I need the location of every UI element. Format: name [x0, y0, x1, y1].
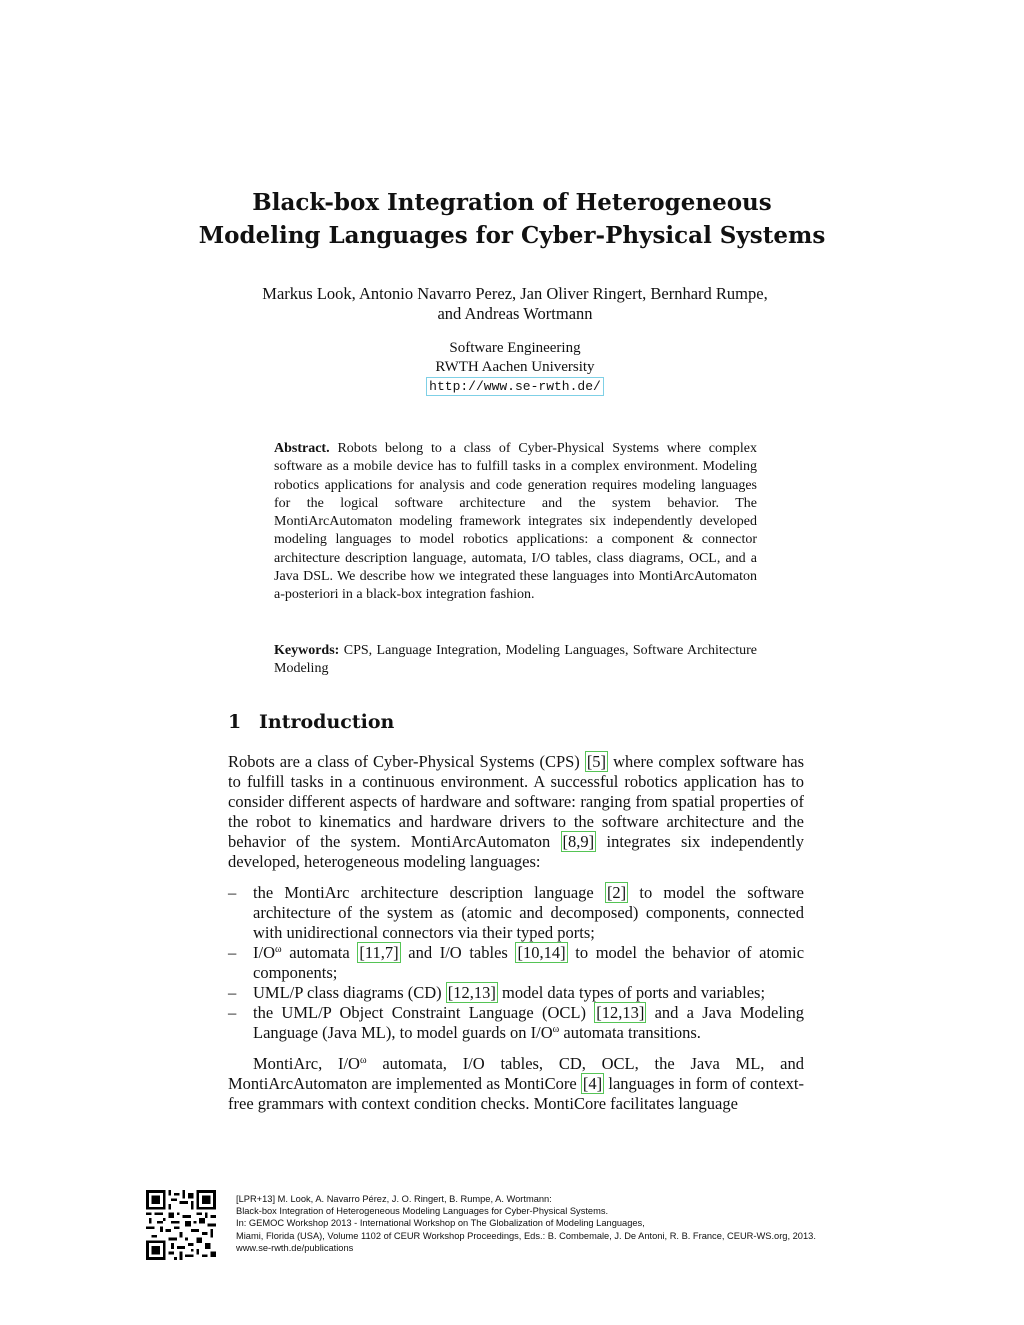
- omega-superscript: ω: [359, 1055, 367, 1066]
- list-item-text: I/O: [253, 943, 275, 962]
- abstract-label: Abstract.: [274, 441, 330, 456]
- section-heading: [228, 710, 394, 734]
- footer-line: Black-box Integration of Heterogeneous Modeling Languages for Cyber-Physical Systems.: [236, 1206, 609, 1217]
- intro-p1-text-c: integrates six independently developed, heterogeneous modeling languages:: [228, 832, 805, 871]
- citation-link[interactable]: [4]: [582, 1074, 603, 1093]
- list-dash: –: [228, 883, 237, 902]
- intro-p2-text-b: automata, I/O tables, CD, OCL, the Java ML, and MontiArcAutomaton are implemented as MontiCore: [228, 1054, 804, 1093]
- list-item-text: automata: [289, 943, 350, 962]
- authors-line-1: Markus Look, Antonio Navarro Perez, Jan Oliver Ringert, Bernhard Rumpe,: [262, 284, 768, 303]
- citation-link[interactable]: [12,13]: [447, 983, 496, 1002]
- list-item: [228, 983, 804, 1003]
- citation-link[interactable]: [10,14]: [517, 943, 566, 962]
- affiliation: [0, 339, 1024, 396]
- section-number: 1: [228, 711, 242, 733]
- author-list: [0, 284, 1024, 324]
- list-dash: –: [228, 943, 237, 962]
- list-dash: –: [228, 983, 237, 1002]
- list-item: [228, 883, 804, 943]
- list-item-text: to model the behavior of atomic components;: [253, 943, 805, 982]
- footer-line: In: GEMOC Workshop 2013 - International Workshop on The Globalization of Modeling Languages,: [236, 1218, 645, 1229]
- authors-line-2: and Andreas Wortmann: [437, 304, 593, 323]
- intro-paragraph-2: [228, 1054, 804, 1114]
- citation-link[interactable]: [11,7]: [359, 943, 399, 962]
- omega-superscript: ω: [275, 944, 282, 955]
- affiliation-dept: Software Engineering: [449, 340, 581, 356]
- citation-footer: [236, 1193, 816, 1254]
- list-dash: –: [228, 1003, 237, 1022]
- intro-p2-text-c: languages in form of context-free grammars with context condition checks. MontiCore facilitates language: [228, 1074, 804, 1113]
- list-item-text: and a Java Modeling Language (Java ML), to model guards on I/O: [253, 1003, 804, 1042]
- footer-line: Miami, Florida (USA), Volume 1102 of CEUR Workshop Proceedings, Eds.: B. Combemale, J. De Antoni, R. B. France, CEUR-WS.org, 2013.: [236, 1230, 816, 1241]
- footer-publications-link[interactable]: www.se-rwth.de/publications: [236, 1242, 354, 1253]
- citation-link[interactable]: [8,9]: [562, 832, 595, 851]
- omega-superscript: ω: [552, 1024, 560, 1035]
- affiliation-university: RWTH Aachen University: [435, 359, 595, 375]
- list-item-text: to model the software architecture of the system as (atomic and decomposed) components, connected with unidirectional connectors via their typed ports;: [253, 883, 805, 942]
- citation-link[interactable]: [5]: [586, 752, 607, 771]
- section-title: Introduction: [259, 711, 395, 733]
- keywords-text: CPS, Language Integration, Modeling Languages, Software Architecture Modeling: [274, 643, 757, 677]
- keywords: [274, 642, 757, 679]
- paper-title: [0, 186, 1024, 252]
- keywords-label: Keywords:: [274, 643, 340, 658]
- title-line-2: Modeling Languages for Cyber-Physical Systems: [198, 222, 826, 249]
- footer-line: [LPR+13] M. Look, A. Navarro Pérez, J. O. Ringert, B. Rumpe, A. Wortmann:: [236, 1194, 552, 1204]
- list-item-text: and I/O tables: [408, 943, 508, 962]
- list-item-text: the UML/P Object Constraint Language (OCL): [253, 1003, 586, 1022]
- affiliation-url-link[interactable]: http://www.se-rwth.de/: [426, 377, 604, 396]
- list-item: [228, 1003, 804, 1043]
- list-item-text: model data types of ports and variables;: [502, 983, 766, 1002]
- list-item-text: the MontiArc architecture description language: [253, 883, 594, 902]
- intro-paragraph-1: [228, 752, 804, 872]
- qr-code: [146, 1190, 216, 1260]
- intro-p1-text-b: where complex software has to fulfill tasks in a continuous environment. A successful robotics application has to consider different aspects of hardware and software: ranging from spatial properties of the robot to kinematics and hardware drivers to the software architecture and the behavior of the system. MontiArcAutomaton: [228, 752, 804, 851]
- list-item-text: UML/P class diagrams (CD): [253, 983, 442, 1002]
- intro-p1-text-a: Robots are a class of Cyber-Physical Systems (CPS): [228, 752, 580, 771]
- language-list: [228, 883, 804, 1043]
- citation-link[interactable]: [12,13]: [596, 1003, 645, 1022]
- list-item: [228, 943, 804, 983]
- title-line-1: Black-box Integration of Heterogeneous: [252, 189, 772, 216]
- abstract: [274, 440, 757, 605]
- citation-link[interactable]: [2]: [606, 883, 627, 902]
- abstract-text: Robots belong to a class of Cyber-Physical Systems where complex software as a mobile device has to fulfill tasks in a complex environment. Modeling robotics applications for analysis and code generation requires modeling languages for the logical software architecture and the system behavior. The MontiArcAutomaton modeling framework integrates six independently developed modeling languages to model robotics applications: a component & connector architecture description language, automata, I/O tables, class diagrams, OCL, and a Java DSL. We describe how we integrated these languages into MontiArcAutomaton a-posteriori in a black-box integration fashion.: [274, 441, 757, 603]
- list-item-text: automata transitions.: [563, 1023, 701, 1042]
- intro-p2-text-a: MontiArc, I/O: [253, 1054, 360, 1073]
